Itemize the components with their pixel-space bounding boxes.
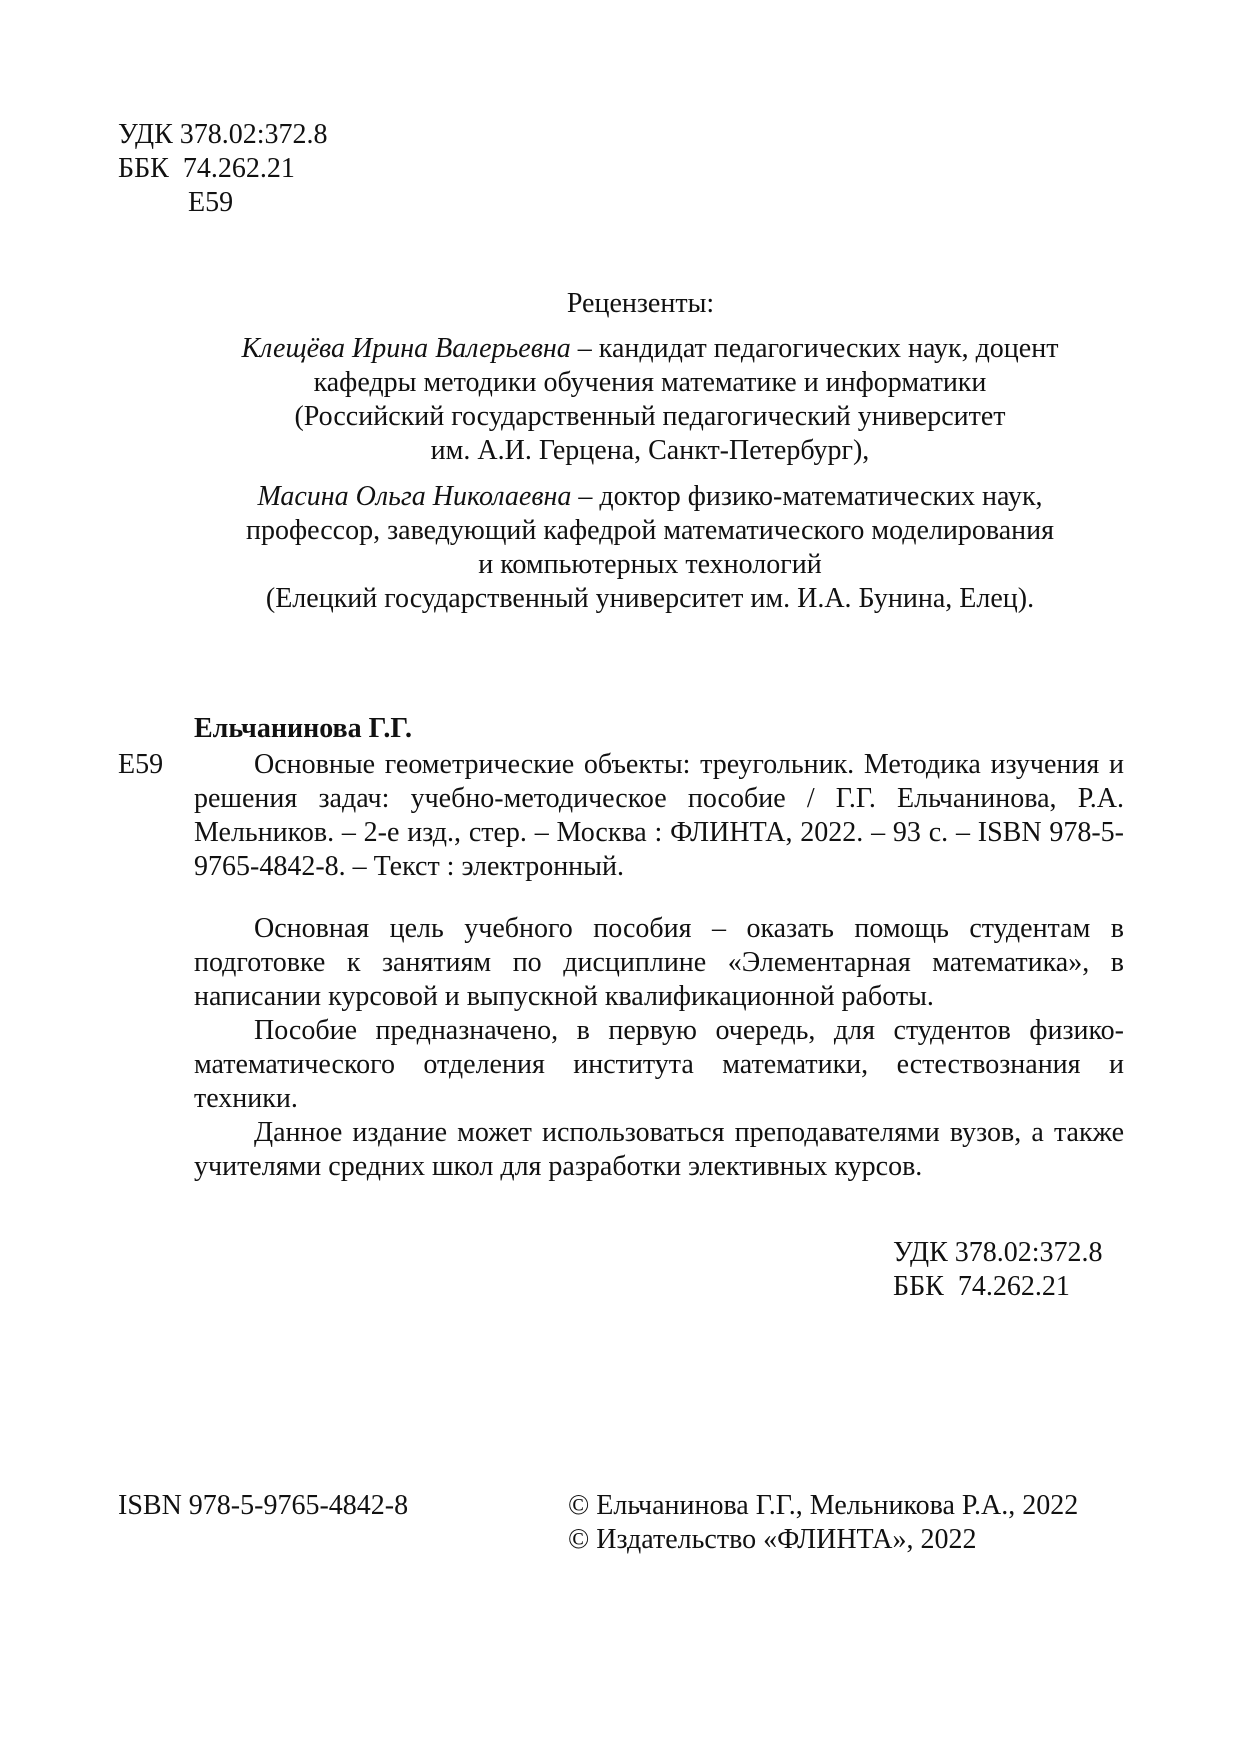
reviewer-2-line-2: профессор, заведующий кафедрой математического моделирования <box>245 515 1055 546</box>
bbk-code: ББК 74.262.21 <box>118 153 295 184</box>
record-text: Основные геометрические объекты: треугольник. Методика изучения и решения задач: учебно-методическое пособие / Г.Г. Ельчанинова, Р.А. Мельников. – 2-е изд., стер. – Москва : ФЛИНТА, 2022. – 93 с. – ISBN 978-5-9765-4842-8. – Текст : электронный. <box>194 749 1124 882</box>
udk-code: УДК 378.02:372.8 <box>118 119 328 150</box>
classification-block <box>118 118 328 220</box>
copyright-authors: © Ельчанинова Г.Г., Мельникова Р.А., 2022 <box>568 1490 1079 1521</box>
reviewer-1-title: – кандидат педагогических наук, доцент <box>570 333 1059 364</box>
copyright-block <box>568 1489 1078 1557</box>
reviewers-heading: Рецензенты: <box>566 288 715 319</box>
reviewer-1-line-3: (Российский государственный педагогический университет <box>294 401 1006 432</box>
annotation <box>194 912 1124 1184</box>
author-sign: Е59 <box>188 187 234 218</box>
reviewer-1 <box>190 332 1110 468</box>
reviewer-1-name: Клещёва Ирина Валерьевна <box>241 333 571 364</box>
bottom-codes <box>893 1236 1103 1304</box>
bibliographic-record <box>194 748 1124 884</box>
annotation-paragraph-3: Данное издание может использоваться преподавателями вузов, а также учителями средних школ для разработки элективных курсов. <box>194 1117 1124 1182</box>
reviewer-2-line-4: (Елецкий государственный университет им. И.А. Бунина, Елец). <box>265 583 1035 614</box>
reviewer-1-line-2: кафедры методики обучения математике и информатики <box>313 367 987 398</box>
reviewer-1-line-4: им. А.И. Герцена, Санкт-Петербург), <box>430 435 870 466</box>
annotation-paragraph-1: Основная цель учебного пособия – оказать помощь студентам в подготовке к занятиям по дисциплине «Элементарная математика», в написании курсовой и выпускной квалификационной работы. <box>194 913 1124 1012</box>
bottom-bbk-code: ББК 74.262.21 <box>893 1271 1070 1302</box>
reviewer-2-line-3: и компьютерных технологий <box>478 549 822 580</box>
reviewer-2-line-1 <box>190 480 1110 514</box>
reviewer-2-title: – доктор физико-математических наук, <box>571 481 1043 512</box>
reviewer-2 <box>190 480 1110 616</box>
reviewer-1-line-1 <box>190 332 1110 366</box>
record-author: Ельчанинова Г.Г. <box>194 713 412 744</box>
isbn: ISBN 978-5-9765-4842-8 <box>118 1490 409 1521</box>
annotation-paragraph-2: Пособие предназначено, в первую очередь, для студентов физико-математического отделения института математики, естествознания и техники. <box>194 1015 1124 1114</box>
copyright-publisher: © Издательство «ФЛИНТА», 2022 <box>568 1524 977 1555</box>
bottom-udk-code: УДК 378.02:372.8 <box>893 1237 1103 1268</box>
reviewer-2-name: Масина Ольга Николаевна <box>257 481 572 512</box>
record-index: Е59 <box>118 749 164 780</box>
